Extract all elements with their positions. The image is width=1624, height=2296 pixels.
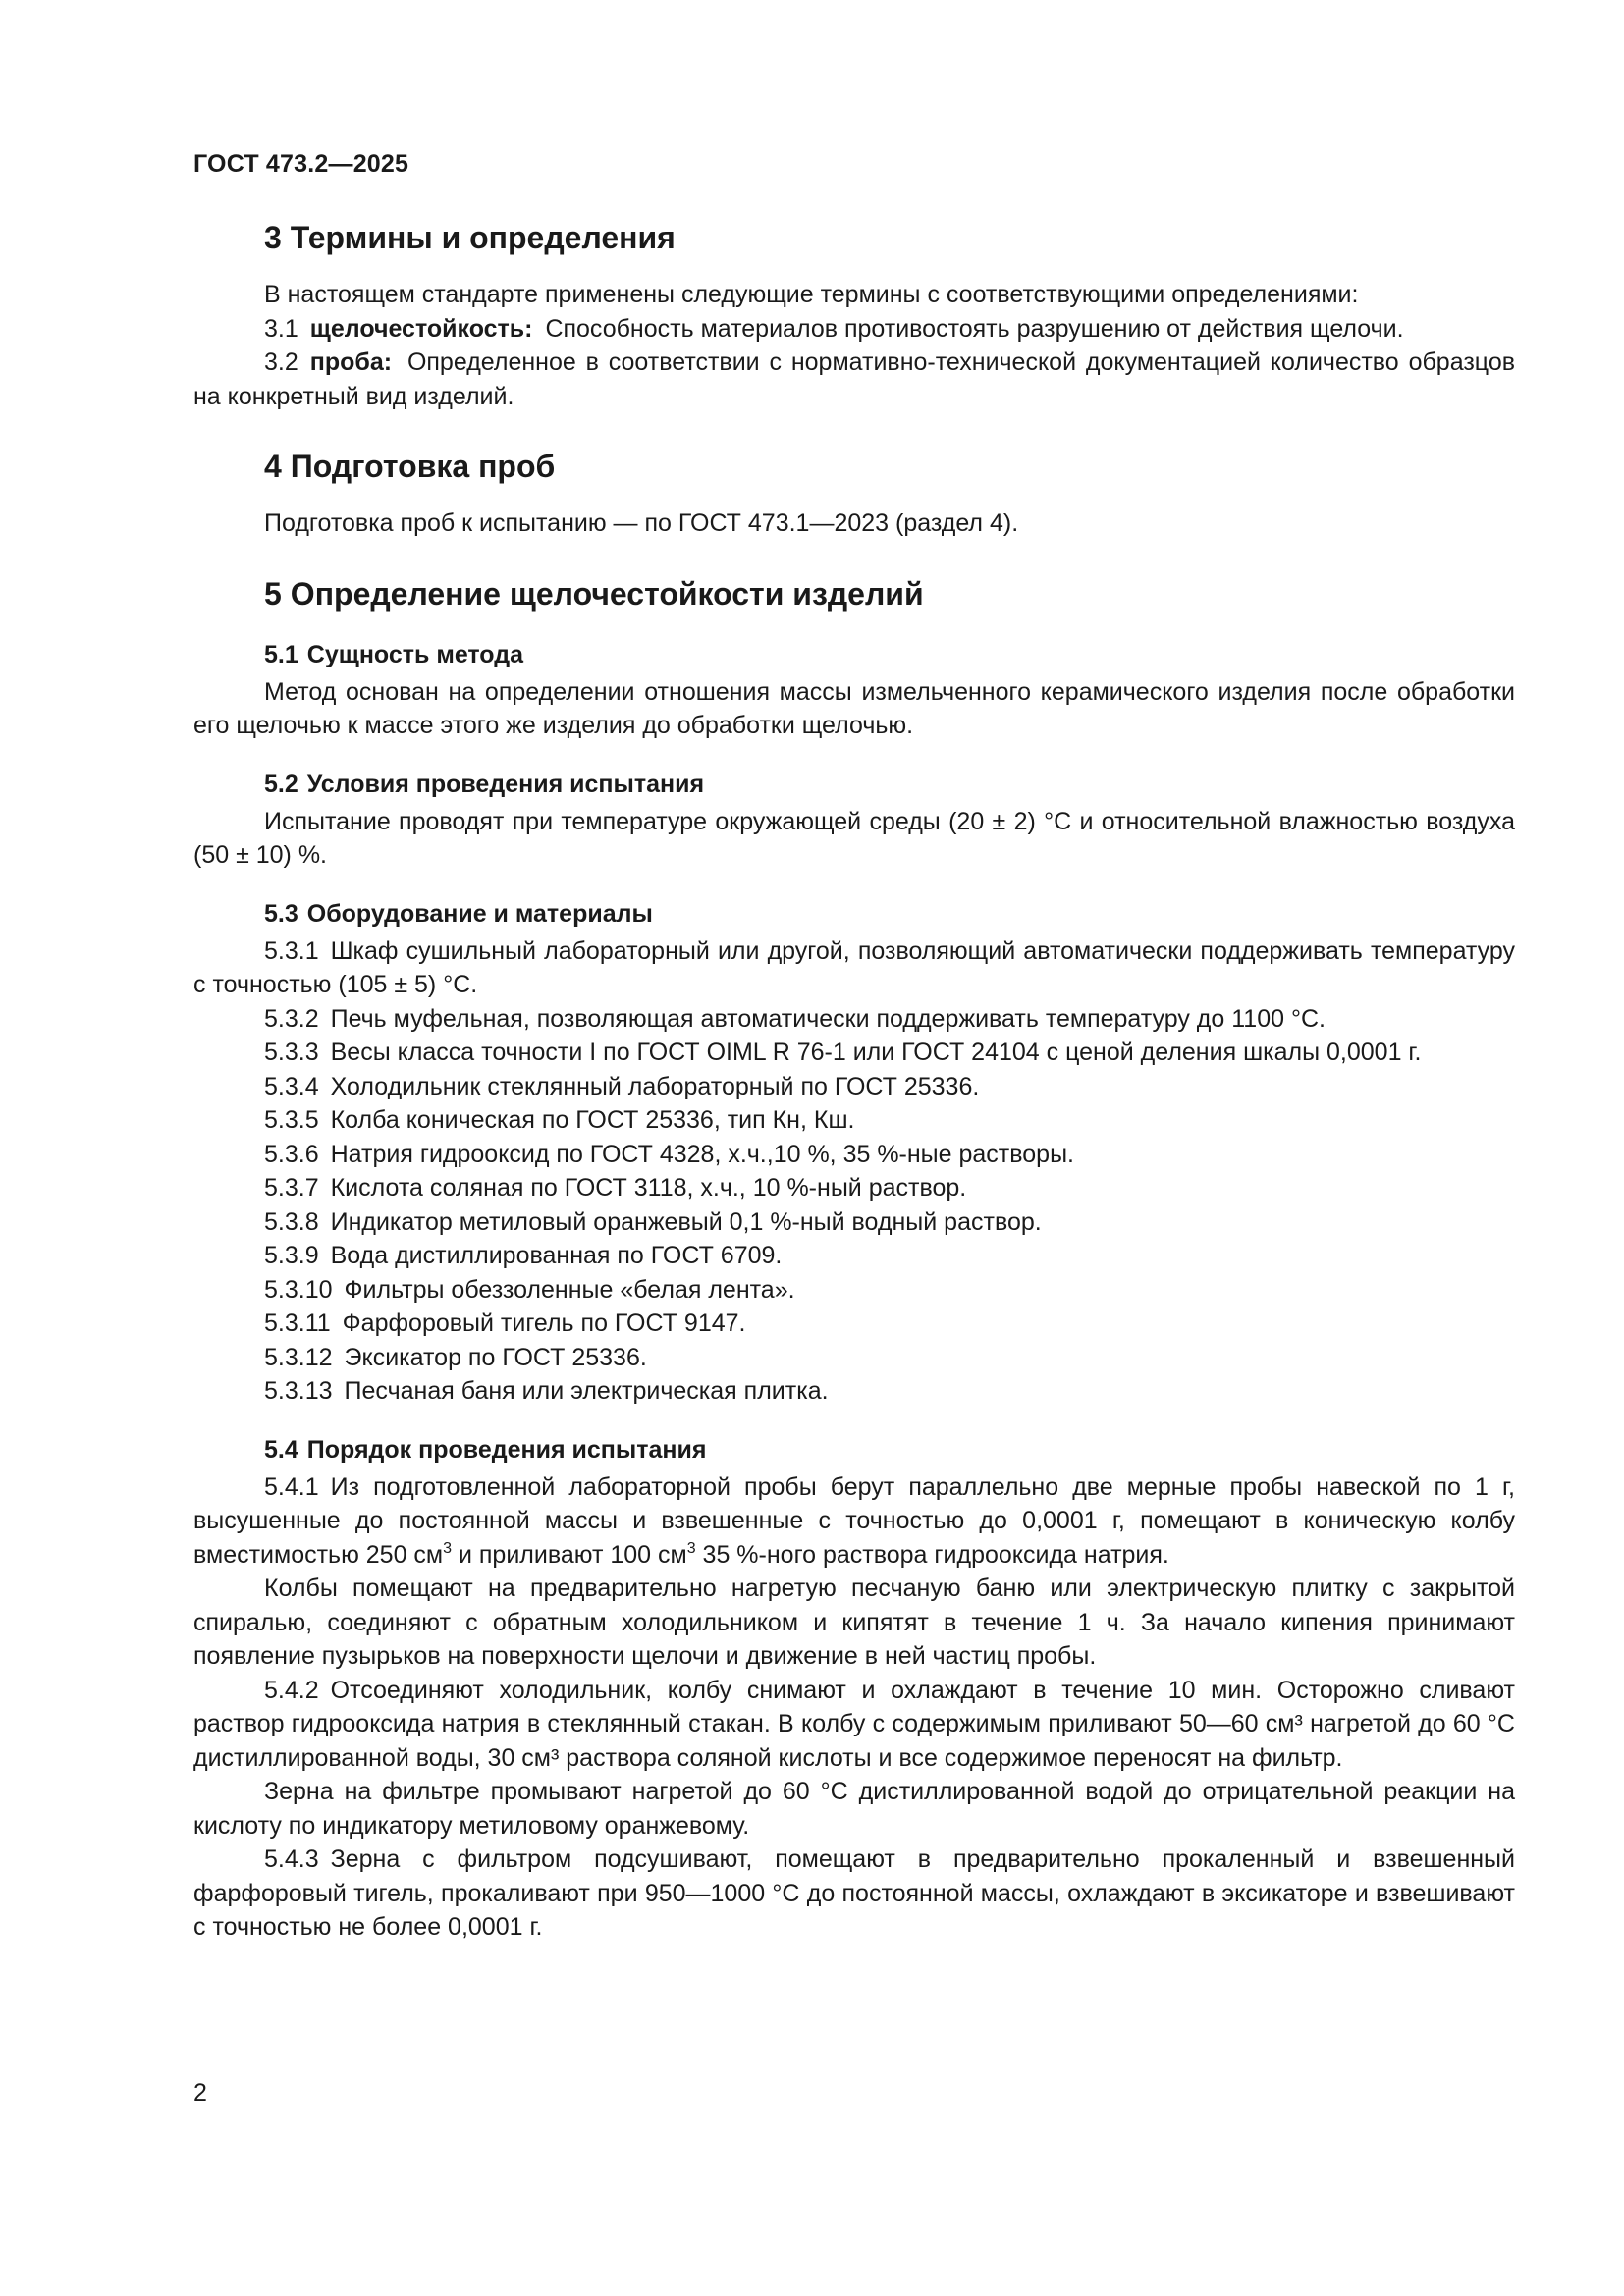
equipment-item <box>193 1205 1515 1240</box>
equipment-item <box>193 1239 1515 1273</box>
item-text: Песчаная баня или электрическая плитка. <box>344 1377 829 1405</box>
standard-designation: ГОСТ 473.2—2025 <box>193 150 409 178</box>
item-text: Холодильник стеклянный лабораторный по ГОСТ 25336. <box>330 1072 980 1100</box>
clause-number: 5.3.4 <box>264 1072 319 1100</box>
clause-number: 5.3.6 <box>264 1140 319 1168</box>
subsection-5-4-heading <box>193 1433 1515 1467</box>
clause-number: 5.4.1 <box>264 1472 319 1501</box>
clause-number: 5.4.2 <box>264 1676 319 1704</box>
clause-number: 3.1 <box>264 314 298 343</box>
item-text: Фильтры обеззоленные «белая лента». <box>344 1275 795 1304</box>
subsection-number: 5.2 <box>264 770 298 798</box>
section-4-text: Подготовка проб к испытанию — по ГОСТ 473.1—2023 (раздел 4). <box>264 509 1019 537</box>
clause-number: 5.3.1 <box>264 936 319 965</box>
equipment-item <box>193 1103 1515 1138</box>
clause-number: 3.2 <box>264 348 298 376</box>
item-text: Печь муфельная, позволяющая автоматически поддерживать температуру до 1100 °С. <box>330 1004 1326 1033</box>
procedure-paragraph: Зерна на фильтре промывают нагретой до 60 °С дистиллированной водой до отрицательной реакции на кислоту по индикатору метиловому оранжевому. <box>193 1778 1515 1840</box>
equipment-item <box>193 1171 1515 1205</box>
superscript: 3 <box>686 1539 696 1557</box>
item-text: Шкаф сушильный лабораторный или другой, позволяющий автоматически поддерживать температуру с точностью (105 ± 5) °С. <box>193 936 1515 998</box>
terms-intro: В настоящем стандарте применены следующие термины с соответствующими определениями: <box>264 281 1359 308</box>
clause-number: 5.3.2 <box>264 1004 319 1033</box>
term-definition: Способность материалов противостоять разрушению от действия щелочи. <box>545 314 1404 343</box>
clause-number: 5.3.13 <box>264 1377 333 1405</box>
procedure-text: Зерна с фильтром подсушивают, помещают в предварительно прокаленный и взвешенный фарфоровый тигель, прокаливают при 950—1000 °С до постоянной массы, охлаждают в эксикаторе и взвешивают с точностью не более 0,0001 г. <box>193 1845 1515 1941</box>
clause-number: 5.3.3 <box>264 1039 319 1066</box>
subsection-number: 5.1 <box>264 640 298 668</box>
clause-number: 5.4.3 <box>264 1845 319 1873</box>
subsection-number: 5.4 <box>264 1435 298 1464</box>
page-content <box>193 218 1515 1945</box>
clause-number: 5.3.12 <box>264 1343 333 1371</box>
clause-number: 5.3.11 <box>264 1309 331 1337</box>
procedure-text: Отсоединяют холодильник, колбу снимают и охлаждают в течение 10 мин. Осторожно сливают раствор гидрооксида натрия в стеклянный стакан. В колбу с содержимым приливают 50—60 см³ нагретой до 60 °С дистиллированной воды, 30 см³ раствора соляной кислоты и все содержимое переносят на фильтр. <box>193 1676 1515 1772</box>
item-text: Эксикатор по ГОСТ 25336. <box>344 1343 647 1371</box>
clause-number: 5.3.10 <box>264 1275 333 1304</box>
section-number: 5 <box>264 575 282 612</box>
term-name: проба: <box>309 348 393 376</box>
page-number: 2 <box>193 2079 207 2107</box>
item-text: Колба коническая по ГОСТ 25336, тип Кн, Кш. <box>330 1106 855 1134</box>
procedure-text: и приливают 100 см <box>452 1540 687 1569</box>
section-3-heading <box>193 218 1515 257</box>
item-text: Вода дистиллированная по ГОСТ 6709. <box>330 1242 783 1269</box>
clause-number: 5.3.8 <box>264 1207 319 1236</box>
section-5-heading <box>193 574 1515 614</box>
equipment-item <box>193 1341 1515 1375</box>
procedure-5-4-3 <box>193 1842 1515 1945</box>
subsection-5-3-heading <box>193 897 1515 931</box>
superscript: 3 <box>443 1539 453 1557</box>
section-4-heading <box>193 447 1515 486</box>
subsection-5-2-heading <box>193 768 1515 801</box>
section-number: 4 <box>264 449 282 484</box>
section-title: Термины и определения <box>290 220 676 255</box>
procedure-paragraph: Колбы помещают на предварительно нагретую песчаную баню или электрическую плитку с закрытой спиралью, соединяют с обратным холодильником и кипятят в течение 1 ч. За начало кипения принимают появление пузырьков на поверхности щелочи и движение в ней частиц пробы. <box>193 1575 1515 1670</box>
item-text: Фарфоровый тигель по ГОСТ 9147. <box>342 1309 746 1337</box>
item-text: Индикатор метиловый оранжевый 0,1 %-ный водный раствор. <box>330 1207 1042 1236</box>
term-3-1 <box>193 312 1515 347</box>
equipment-item <box>193 1307 1515 1341</box>
procedure-5-4-2 <box>193 1674 1515 1776</box>
clause-number: 5.3.5 <box>264 1106 319 1134</box>
section-title: Подготовка проб <box>290 449 556 484</box>
clause-number: 5.3.9 <box>264 1242 319 1269</box>
subsection-5-2-text: Испытание проводят при температуре окружающей среды (20 ± 2) °С и относительной влажностью воздуха (50 ± 10) %. <box>193 807 1515 869</box>
equipment-item <box>193 934 1515 1002</box>
subsection-title: Порядок проведения испытания <box>306 1435 707 1464</box>
section-number: 3 <box>264 220 282 255</box>
procedure-text: Из подготовленной лабораторной пробы берут параллельно две мерные пробы навеской по 1 г, высушенные до постоянной массы и взвешенные с точностью до 0,0001 г, помещают в коническую колбу вместимостью 250 см <box>193 1472 1515 1569</box>
section-title: Определение щелочестойкости изделий <box>290 575 924 612</box>
subsection-5-1-heading <box>193 638 1515 671</box>
equipment-item <box>193 1273 1515 1308</box>
equipment-item <box>193 1138 1515 1172</box>
equipment-item <box>193 1070 1515 1104</box>
term-definition: Определенное в соответствии с нормативно-технической документацией количество образцов на конкретный вид изделий. <box>193 348 1515 410</box>
subsection-5-1-text: Метод основан на определении отношения массы измельченного керамического изделия после обработки его щелочью к массе этого же изделия до обработки щелочью. <box>193 677 1515 739</box>
clause-number: 5.3.7 <box>264 1174 319 1201</box>
term-name: щелочестойкость: <box>309 314 533 343</box>
subsection-title: Оборудование и материалы <box>306 899 653 928</box>
procedure-5-4-1 <box>193 1470 1515 1573</box>
subsection-number: 5.3 <box>264 899 298 928</box>
equipment-item <box>193 1036 1515 1070</box>
procedure-text: 35 %-ного раствора гидрооксида натрия. <box>695 1540 1169 1569</box>
item-text: Натрия гидрооксид по ГОСТ 4328, х.ч.,10 %, 35 %-ные растворы. <box>330 1140 1074 1168</box>
subsection-title: Сущность метода <box>306 640 524 668</box>
term-3-2 <box>193 346 1515 413</box>
equipment-item <box>193 1374 1515 1409</box>
equipment-item <box>193 1002 1515 1037</box>
item-text: Кислота соляная по ГОСТ 3118, х.ч., 10 %-ный раствор. <box>330 1174 967 1201</box>
item-text: Весы класса точности I по ГОСТ OIML R 76-1 или ГОСТ 24104 с ценой деления шкалы 0,0001 г. <box>330 1039 1422 1066</box>
subsection-title: Условия проведения испытания <box>306 770 705 798</box>
